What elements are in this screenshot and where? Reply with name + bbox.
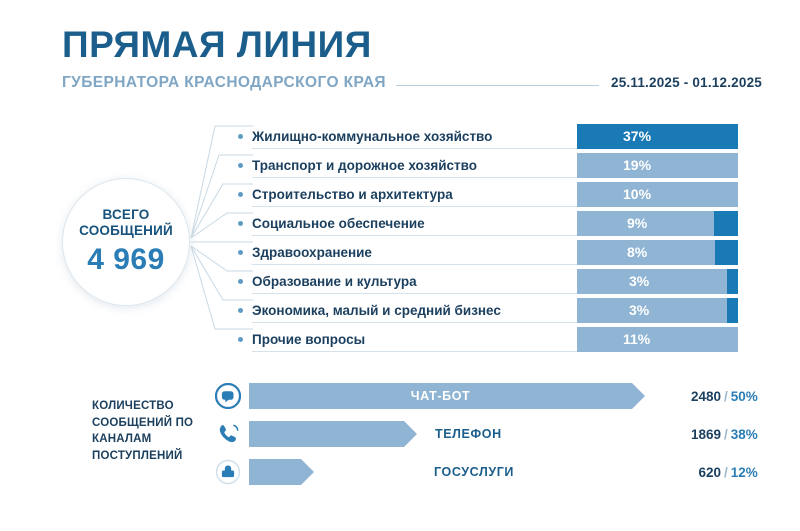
bar-value-label: 3% <box>629 302 650 318</box>
header <box>62 26 762 92</box>
table-row <box>238 240 738 265</box>
bullet-dot-icon <box>238 163 243 168</box>
total-label-line1: ВСЕГО <box>102 207 150 223</box>
bar-fill <box>577 327 738 352</box>
list-item <box>214 420 758 448</box>
bar-area <box>577 211 738 236</box>
bar-value-label: 8% <box>627 244 648 260</box>
bar-area <box>577 327 738 352</box>
category-label: Социальное обеспечение <box>252 211 577 236</box>
bar-label: ТЕЛЕФОН <box>435 427 502 441</box>
bar-values <box>679 389 758 404</box>
bullet-dot-icon <box>238 337 243 342</box>
total-value: 4 969 <box>87 242 165 276</box>
bullet-dot-icon <box>238 192 243 197</box>
value-separator: / <box>724 464 728 480</box>
bar-fill <box>249 459 301 485</box>
bar-fill <box>249 383 632 409</box>
category-label: Образование и культура <box>252 269 577 294</box>
channels-block-title: КОЛИЧЕСТВО СООБЩЕНИЙ ПО КАНАЛАМ ПОСТУПЛЕНИЙ <box>92 400 194 463</box>
header-divider <box>396 85 599 86</box>
chat-bot-icon <box>214 382 242 410</box>
bar-fill <box>577 124 738 149</box>
bar-area <box>577 182 738 207</box>
bar-area <box>577 298 738 323</box>
bar-values <box>679 427 758 442</box>
bar-fill <box>577 182 738 207</box>
subtitle-row <box>62 74 762 92</box>
bullet-dot-icon <box>238 221 243 226</box>
bullet-dot-icon <box>238 308 243 313</box>
bar-arrow-icon <box>301 459 314 485</box>
bar-area <box>577 124 738 149</box>
table-row <box>238 327 738 352</box>
bar-value-label: 3% <box>629 273 650 289</box>
bar-fill <box>577 269 727 294</box>
bar-fill <box>249 421 404 447</box>
value-separator: / <box>724 426 728 442</box>
bar-area <box>577 153 738 178</box>
bar-percent: 12% <box>730 464 758 480</box>
bar-value-label: 11% <box>623 331 651 347</box>
value-separator: / <box>724 388 728 404</box>
list-item <box>214 458 758 486</box>
category-label: Строительство и архитектура <box>252 182 577 207</box>
bar-percent: 50% <box>730 388 758 404</box>
table-row <box>238 269 738 294</box>
page-title: ПРЯМАЯ ЛИНИЯ <box>62 24 372 65</box>
bar-fill-end <box>727 298 738 323</box>
bar-area <box>249 459 669 485</box>
total-label-line2: СООБЩЕНИЙ <box>79 223 173 238</box>
bottom-strip <box>0 517 800 531</box>
bar-fill <box>577 298 727 323</box>
channels-chart <box>214 382 758 496</box>
bar-area <box>249 421 669 447</box>
table-row <box>238 153 738 178</box>
bar-fill <box>577 153 738 178</box>
bar-label: ЧАТ-БОТ <box>410 389 471 403</box>
bar-value-label: 9% <box>627 215 648 231</box>
bar-fill-end <box>727 269 738 294</box>
table-row <box>238 124 738 149</box>
bar-arrow-icon <box>632 383 645 409</box>
category-label: Прочие вопросы <box>252 327 577 352</box>
phone-icon <box>214 420 242 448</box>
page-subtitle: ГУБЕРНАТОРА КРАСНОДАРСКОГО КРАЯ <box>62 73 386 91</box>
table-row <box>238 298 738 323</box>
bar-area <box>577 269 738 294</box>
bar-percent: 38% <box>730 426 758 442</box>
bullet-dot-icon <box>238 279 243 284</box>
bar-area <box>577 240 738 265</box>
bar-fill-end <box>715 240 738 265</box>
total-messages-badge <box>62 178 190 306</box>
category-label: Здравоохранение <box>252 240 577 265</box>
bar-value-label: 37% <box>623 128 652 144</box>
bullet-dot-icon <box>238 134 243 139</box>
bar-count: 1869 <box>690 426 721 442</box>
bar-fill-end <box>714 211 738 236</box>
date-range: 25.11.2025 - 01.12.2025 <box>611 75 762 91</box>
bar-arrow-icon <box>404 421 417 447</box>
category-label: Экономика, малый и средний бизнес <box>252 298 577 323</box>
bar-value-label: 10% <box>623 186 652 202</box>
bar-area <box>249 383 669 409</box>
category-label: Жилищно-коммунальное хозяйство <box>252 124 577 149</box>
gosuslugi-icon <box>214 458 242 486</box>
bar-values <box>679 465 758 480</box>
table-row <box>238 211 738 236</box>
categories-chart <box>238 124 738 356</box>
table-row <box>238 182 738 207</box>
category-label: Транспорт и дорожное хозяйство <box>252 153 577 178</box>
bar-label: ГОСУСЛУГИ <box>434 465 515 479</box>
bar-count: 620 <box>698 464 721 480</box>
bar-value-label: 19% <box>623 157 652 173</box>
bullet-dot-icon <box>238 250 243 255</box>
list-item <box>214 382 758 410</box>
bar-count: 2480 <box>690 388 721 404</box>
